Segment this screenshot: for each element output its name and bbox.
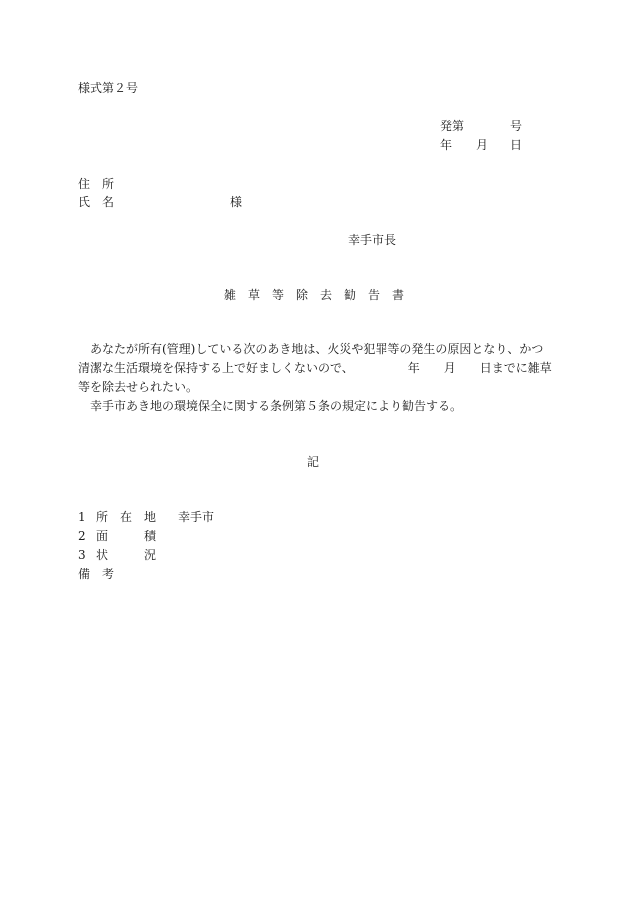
item-label: 状 況 [96,548,157,562]
issue-date-day: 日 [510,138,523,152]
issue-date-month: 月 [476,138,489,152]
item-number: 3 [78,548,86,562]
item-label: 所 在 地 [96,510,157,524]
item-number: 1 [78,510,86,524]
item-label: 面 積 [96,529,157,543]
body-paragraph-2: 幸手市あき地の環境保全に関する条例第５条の規定により勧告する。 [90,399,463,413]
recipient-honorific: 様 [230,195,243,209]
item-value: 幸手市 [178,510,215,524]
issue-number-suffix: 号 [510,119,523,133]
recipient-name-label: 氏 名 [78,195,115,209]
issue-number-prefix: 発第 [440,119,465,133]
issuer: 幸手市長 [348,233,397,247]
body-paragraph-1: あなたが所有(管理)している次のあき地は、火災や犯罪等の発生の原因となり、かつ清潔な生活環境を保持する上で好ましくないので、 年 月 日までに雑草等を除去せられたい。 [78,342,552,394]
issue-date-year: 年 [440,138,453,152]
ki-heading: 記 [307,455,320,469]
item-number: 2 [78,529,86,543]
form-number: 様式第２号 [78,81,139,95]
remarks-label: 備 考 [78,567,115,581]
document-title: 雑 草 等 除 去 勧 告 書 [224,288,405,302]
recipient-address-label: 住 所 [78,177,115,191]
